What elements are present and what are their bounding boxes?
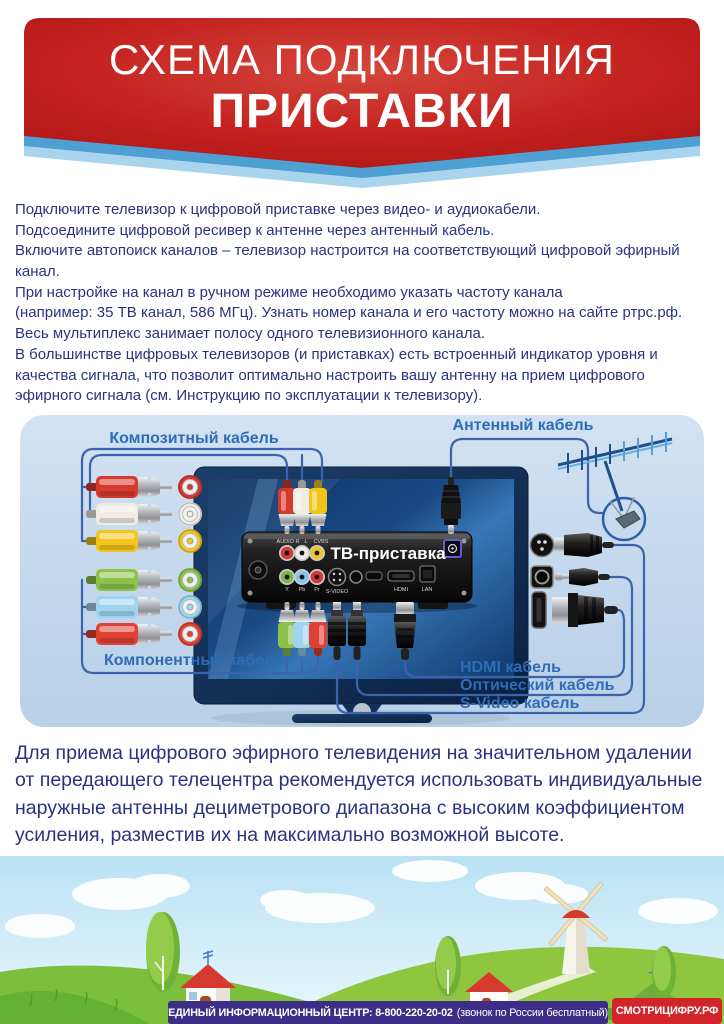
component-plugs-bottom — [278, 602, 327, 656]
intro-paragraph: Весь мультиплекс занимает полосу одного телевизионного канала. — [15, 325, 486, 343]
info-center-bar — [168, 1001, 608, 1024]
intro-paragraph: (например: 35 ТВ канал, 586 МГц). Узнать номер канала и его частоту можно на сайте ртрс.рф. — [15, 304, 683, 322]
stb-port-label: S-VIDEO — [325, 589, 349, 595]
label-antenna-cable: Антенный кабель — [452, 417, 594, 434]
label-svideo-cable: S-Video кабель — [460, 695, 580, 712]
page-title-line2: ПРИСТАВКИ — [210, 85, 514, 138]
intro-text-block — [15, 200, 713, 407]
stb-port-label: LAN — [421, 587, 433, 593]
composite-plugs-top — [278, 480, 327, 534]
stb-port-label: L — [304, 539, 308, 545]
intro-paragraph: Подсоедините цифровой ресивер к антенне через антенный кабель. — [15, 221, 495, 239]
stb-port-label: Pb — [298, 587, 306, 593]
stb-title: ТВ-приставка — [330, 544, 446, 563]
svideo-port-and-plug — [531, 533, 615, 557]
stb-port-label: HDMI — [393, 587, 409, 593]
intro-paragraph: При настройке на канал в ручном режиме необходимо указать частоту канала — [15, 283, 563, 301]
stb-port-label: CVBS — [313, 539, 329, 545]
composite-cable-connectors — [86, 475, 202, 553]
brand-badge: СМОТРИЦИФРУ.РФ — [612, 998, 722, 1024]
hdmi-port-and-plug — [532, 592, 618, 628]
label-composite-cable: Композитный кабель — [109, 430, 279, 447]
stb-port-label: Y — [285, 587, 289, 593]
info-center-note: (звонок по России бесплатный) — [456, 1006, 608, 1019]
label-component-cable: Компонентный кабель — [104, 652, 284, 669]
outro-text: Для приема цифрового эфирного телевидения на значительном удалении от передающего телецентра рекомендуется использовать индивидуальные наружные антенны дециметрового диапазона с высоким коэффициентом усиления, разместив их на максимально возможной высоте. — [15, 742, 703, 846]
component-cable-connectors — [86, 568, 202, 646]
optical-port-and-plug — [531, 566, 610, 588]
page-title-line1: СХЕМА ПОДКЛЮЧЕНИЯ — [109, 36, 615, 83]
stb-port-label: Pr — [314, 587, 320, 593]
label-optical-cable: Оптический кабель — [460, 677, 615, 694]
antenna-icon — [558, 432, 672, 540]
connection-diagram-panel — [20, 415, 704, 727]
intro-paragraph: Включите автопоиск каналов – телевизор настроится на соответствующий цифровой эфирный канал. — [15, 242, 680, 281]
label-hdmi-cable: HDMI кабель — [460, 659, 562, 676]
intro-paragraph: Подключите телевизор к цифровой приставке через видео- и аудиокабели. — [15, 201, 541, 218]
set-top-box — [237, 532, 477, 613]
intro-paragraph: В большинстве цифровых телевизоров (и приставках) есть встроенный индикатор уровня и качества сигнала, что позволит оптимально настроить вашу антенну на прием цифрового эфирного сигнала (см. Инструкцию по эксплуатации к телевизору). — [15, 345, 658, 405]
info-center-phone: ЕДИНЫЙ ИНФОРМАЦИОННЫЙ ЦЕНТР: 8-800-220-20-02 — [168, 1006, 453, 1019]
stb-port-label: AUDIO R — [276, 539, 300, 545]
